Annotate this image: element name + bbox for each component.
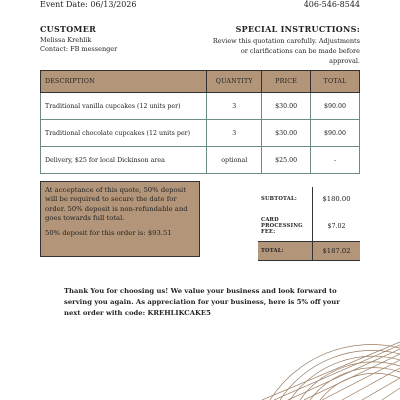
item-description: Traditional chocolate cupcakes (12 units per) <box>41 120 207 147</box>
table-row <box>41 147 360 174</box>
fee-row <box>258 211 360 242</box>
item-description: Delivery, $25 for local Dickinson area <box>41 147 207 174</box>
customer-contact: Contact: FB messenger <box>40 45 118 53</box>
deposit-amount: 50% deposit for this order is: $93.51 <box>45 229 172 238</box>
items-header-row <box>41 71 360 93</box>
total-row <box>258 242 360 261</box>
phone-number: 406-546-8544 <box>303 0 360 9</box>
special-instructions-heading: SPECIAL INSTRUCTIONS: <box>235 24 360 34</box>
totals-table <box>258 187 360 261</box>
item-quantity: 3 <box>207 93 262 120</box>
decorative-arc-pattern <box>260 340 400 400</box>
deposit-text: At acceptance of this quote, 50% deposit will be required to secure the date for order. 50% deposit is non-refundable and goes towards full total. <box>45 186 188 222</box>
item-price: $25.00 <box>262 147 311 174</box>
item-description: Traditional vanilla cupcakes (12 units per) <box>41 93 207 120</box>
header-description: DESCRIPTION <box>41 71 207 93</box>
event-date: Event Date: 06/13/2026 <box>40 0 137 9</box>
item-price: $30.00 <box>262 120 311 147</box>
table-row <box>41 120 360 147</box>
fee-value: $7.02 <box>327 222 346 230</box>
customer-heading: CUSTOMER <box>40 24 97 34</box>
header-total: TOTAL <box>311 71 360 93</box>
item-total: $90.00 <box>311 120 360 147</box>
item-total: $90.00 <box>311 93 360 120</box>
item-quantity: 3 <box>207 120 262 147</box>
thank-you-message: Thank You for choosing us! We value your business and look forward to serving you again. As appreciation for your business, here is 5% off your next order with code: KREHLIKCAKE5 <box>64 287 340 317</box>
total-label: TOTAL: <box>258 242 313 261</box>
customer-name: Melissa Krehlik <box>40 36 92 44</box>
item-quantity: optional <box>207 147 262 174</box>
items-table <box>40 70 360 174</box>
item-price: $30.00 <box>262 93 311 120</box>
item-total: - <box>311 147 360 174</box>
fee-label: CARD PROCESSING FEE: <box>258 211 313 242</box>
deposit-notice <box>40 181 200 257</box>
table-row <box>41 93 360 120</box>
subtotal-label: SUBTOTAL: <box>258 187 313 211</box>
header-price: PRICE <box>262 71 311 93</box>
subtotal-row <box>258 187 360 211</box>
special-instructions-text: Review this quotation carefully. Adjustments or clarifications can be made before approval. <box>212 37 360 65</box>
subtotal-value: $180.00 <box>322 195 351 203</box>
total-value: $187.02 <box>313 242 361 261</box>
header-quantity: QUANTITY <box>207 71 262 93</box>
